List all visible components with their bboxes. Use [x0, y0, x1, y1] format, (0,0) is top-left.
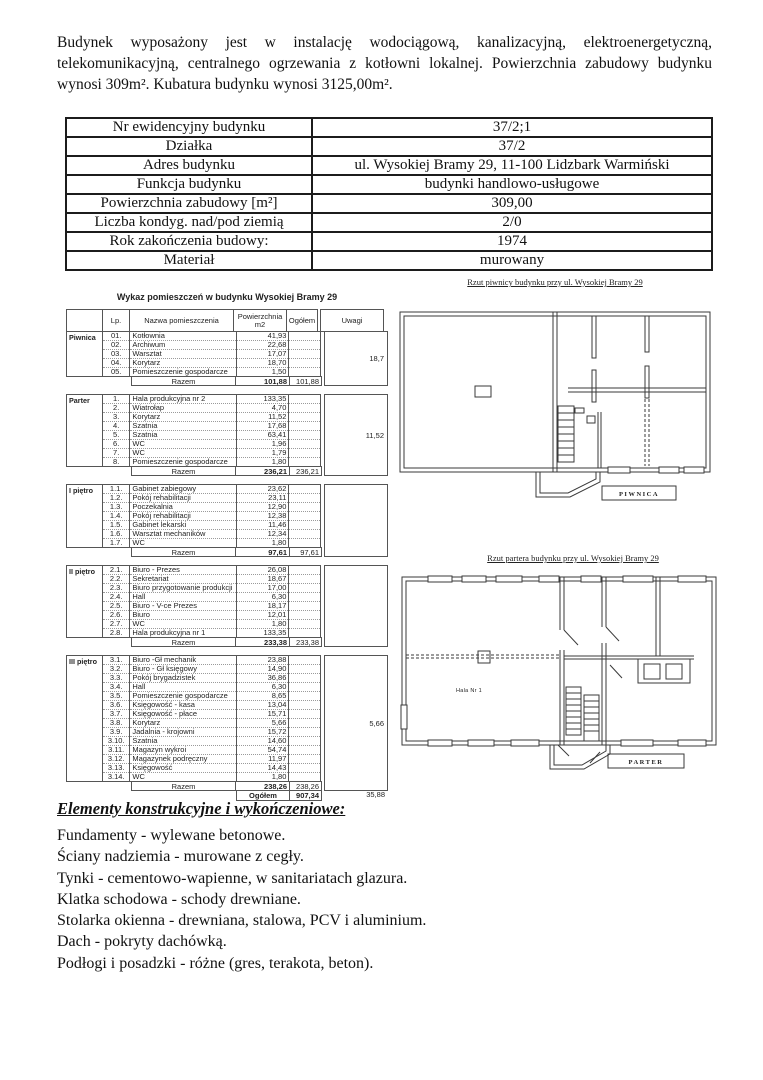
- room-area: 14,43: [236, 764, 289, 773]
- room-lp: 2.1.: [109, 565, 123, 574]
- room-lp: 1.3.: [103, 503, 130, 512]
- room-total-cell: [289, 755, 321, 764]
- room-row: [103, 485, 321, 494]
- floor-subtotal-row: [131, 637, 322, 647]
- room-area: 1,80: [236, 620, 289, 629]
- room-area: 41,93: [236, 332, 289, 341]
- building-info-row: [66, 194, 712, 213]
- room-total-cell: [289, 350, 321, 359]
- room-row: [103, 494, 321, 503]
- room-lp: 6.: [103, 440, 130, 449]
- floor-rooms-table: [102, 484, 321, 548]
- room-row: [103, 530, 321, 539]
- room-area: 5,66: [236, 719, 289, 728]
- subtotal-area: 233,38: [236, 637, 290, 647]
- floor-subtotal-row: [131, 466, 322, 476]
- room-lp: 2.5.: [103, 602, 130, 611]
- room-area: 12,90: [236, 503, 289, 512]
- floor-rooms-table: [102, 655, 321, 782]
- room-name: WC: [130, 449, 236, 458]
- room-area: 15,71: [236, 710, 289, 719]
- room-area: 4,70: [236, 404, 289, 413]
- room-total-cell: [289, 674, 321, 683]
- room-row: [103, 692, 321, 701]
- room-area: 6,30: [236, 593, 289, 602]
- room-lp: 3.7.: [103, 710, 130, 719]
- construction-item: Fundamenty - wylewane betonowe.: [57, 827, 286, 844]
- room-name: Szatnia: [130, 422, 236, 431]
- subtotal-label: Razem: [131, 376, 236, 386]
- ground-floor-plan: [398, 553, 748, 771]
- room-name: WC: [130, 620, 236, 629]
- room-name: Biuro - Prezes: [130, 566, 236, 575]
- room-lp: 8.: [103, 458, 130, 467]
- room-row: [103, 656, 321, 665]
- room-lp: 05.: [103, 368, 130, 377]
- room-area: 63,41: [236, 431, 289, 440]
- building-info-row: [66, 137, 712, 156]
- construction-item: Podłogi i posadzki - różne (gres, terakota, beton).: [57, 954, 374, 972]
- room-row: [103, 521, 321, 530]
- room-lp: 3.10.: [103, 737, 130, 746]
- room-lp: 7.: [103, 449, 130, 458]
- room-total-cell: [289, 764, 321, 773]
- building-info-value: 309,00: [312, 194, 712, 213]
- room-total-cell: [289, 728, 321, 737]
- room-name: Kotłownia: [130, 332, 236, 341]
- room-total-cell: [289, 737, 321, 746]
- ground-stairs: [566, 687, 599, 741]
- room-area: 18,67: [236, 575, 289, 584]
- room-lp: 1.7.: [103, 539, 130, 548]
- room-total-cell: [289, 395, 321, 404]
- building-info-label: Powierzchnia zabudowy [m²]: [66, 194, 312, 213]
- room-name: Sekretariat: [130, 575, 236, 584]
- room-total-cell: [289, 683, 321, 692]
- room-name: Korytarz: [130, 413, 236, 422]
- room-lp: 5.: [103, 431, 130, 440]
- room-area: 133,35: [236, 395, 289, 404]
- room-area: 1,80: [236, 539, 289, 548]
- room-name: Szatnia: [130, 431, 236, 440]
- room-lp: 3.3.: [103, 674, 130, 683]
- room-area: 23,62: [236, 485, 289, 494]
- room-total-cell: [289, 701, 321, 710]
- ground-walls: [402, 577, 716, 745]
- room-area: 23,88: [236, 656, 289, 665]
- room-name: Pokój brygadzistek: [130, 674, 236, 683]
- building-info-label: Działka: [66, 137, 312, 156]
- room-lp: 03.: [103, 350, 130, 359]
- header-floor: [66, 309, 103, 332]
- room-lp: 1.4.: [103, 512, 130, 521]
- building-info-value: ul. Wysokiej Bramy 29, 11-100 Lidzbark Warmiński: [312, 156, 712, 175]
- room-area: 12,34: [236, 530, 289, 539]
- room-row: [103, 611, 321, 620]
- room-name: Magazyn wykroi: [130, 746, 236, 755]
- floor-rooms-table: [102, 331, 321, 377]
- room-area: 1,50: [236, 368, 289, 377]
- room-row: [103, 683, 321, 692]
- room-total-cell: [289, 719, 321, 728]
- room-name: Archiwum: [130, 341, 236, 350]
- ground-entrance: [550, 745, 610, 769]
- room-lp: 3.14.: [103, 773, 130, 782]
- header-lp: Lp.: [102, 309, 130, 332]
- room-total-cell: [289, 413, 321, 422]
- room-area: 17,68: [236, 422, 289, 431]
- room-total-cell: [289, 710, 321, 719]
- room-total-cell: [289, 584, 321, 593]
- room-name: Pomieszczenie gospodarcze: [130, 692, 236, 701]
- building-info-row: [66, 251, 712, 270]
- room-name: Korytarz: [130, 719, 236, 728]
- room-row: [103, 620, 321, 629]
- room-row: [103, 665, 321, 674]
- room-total-cell: [289, 692, 321, 701]
- room-lp: 3.4.: [103, 683, 130, 692]
- room-area: 12,38: [236, 512, 289, 521]
- room-total-cell: [289, 602, 321, 611]
- basement-stairs: [558, 406, 584, 462]
- room-area: 23,11: [236, 494, 289, 503]
- construction-items: [57, 825, 677, 974]
- subtotal-total: 236,21: [290, 466, 322, 476]
- room-name: Wiatrołap: [130, 404, 236, 413]
- ground-label: PARTER: [628, 759, 664, 766]
- room-area: 14,60: [236, 737, 289, 746]
- room-total-cell: [289, 575, 321, 584]
- room-area: 22,68: [236, 341, 289, 350]
- subtotal-label: Razem: [131, 547, 236, 557]
- subtotal-total: 101,88: [290, 376, 322, 386]
- subtotal-total: 233,38: [290, 637, 322, 647]
- building-info-row: [66, 156, 712, 175]
- room-row: [103, 449, 321, 458]
- room-row: [103, 422, 321, 431]
- room-name: Szatnia: [130, 737, 236, 746]
- construction-section: [57, 799, 677, 974]
- rooms-table-title: Wykaz pomieszczeń w budynku Wysokiej Bramy 29: [116, 292, 338, 302]
- hall-room-label: Hala Nr 1: [456, 688, 482, 694]
- room-name: Księgowość - kasa: [130, 701, 236, 710]
- header-total: Ogółem: [286, 309, 318, 332]
- room-name: Hala produkcyjna nr 2: [130, 395, 236, 404]
- grand-total-label: Ogółem: [236, 790, 290, 801]
- building-info-value: 1974: [312, 232, 712, 251]
- room-area: 1,79: [236, 449, 289, 458]
- room-name: Biuro - V-ce Prezes: [130, 602, 236, 611]
- room-lp: 02.: [103, 341, 130, 350]
- room-name: WC: [130, 773, 236, 782]
- header-notes: Uwagi: [320, 309, 384, 332]
- room-name: Pomieszczenie gospodarcze: [130, 368, 236, 377]
- room-name: Pokój rehabilitacji: [130, 494, 236, 503]
- subtotal-total: 238,26: [290, 781, 322, 791]
- room-total-cell: [289, 422, 321, 431]
- room-name: Gabinet lekarski: [130, 521, 236, 530]
- room-row: [103, 701, 321, 710]
- room-area: 36,86: [236, 674, 289, 683]
- room-row: [103, 404, 321, 413]
- room-total-cell: [289, 665, 321, 674]
- room-lp: 3.8.: [103, 719, 130, 728]
- room-lp: 3.: [103, 413, 130, 422]
- grand-total-value: 907,34: [290, 790, 322, 801]
- construction-item: Stolarka okienna - drewniana, stalowa, PCV i aluminium.: [57, 912, 427, 930]
- room-area: 17,07: [236, 350, 289, 359]
- room-lp: 3.9.: [103, 728, 130, 737]
- building-info-value: murowany: [312, 251, 712, 270]
- room-name: Hala produkcyjna nr 1: [130, 629, 236, 638]
- floor-name: III piętro: [66, 655, 103, 782]
- room-area: 1,80: [236, 458, 289, 467]
- room-lp: 1.2.: [103, 494, 130, 503]
- room-lp: 1.6.: [103, 530, 130, 539]
- subtotal-area: 97,61: [236, 547, 290, 557]
- room-lp: 3.12.: [103, 755, 130, 764]
- room-lp: 1.: [113, 394, 120, 403]
- room-lp: 3.11.: [103, 746, 130, 755]
- building-info-label: Liczba kondyg. nad/pod ziemią: [66, 213, 312, 232]
- room-total-cell: [289, 530, 321, 539]
- ground-fixtures: [638, 659, 690, 683]
- room-area: 18,70: [236, 359, 289, 368]
- room-total-cell: [289, 656, 321, 665]
- grand-total-notes: 35,88: [366, 790, 385, 799]
- room-area: 17,00: [236, 584, 289, 593]
- room-lp: 3.6.: [103, 701, 130, 710]
- room-row: [103, 746, 321, 755]
- room-area: 133,35: [236, 629, 289, 638]
- room-area: 15,72: [236, 728, 289, 737]
- room-total-cell: [289, 341, 321, 350]
- room-row: [103, 755, 321, 764]
- room-row: [103, 719, 321, 728]
- building-info-label: Funkcja budynku: [66, 175, 312, 194]
- room-row: [103, 503, 321, 512]
- room-area: 18,17: [236, 602, 289, 611]
- room-total-cell: [289, 512, 321, 521]
- building-info-row: [66, 232, 712, 251]
- room-total-cell: [289, 620, 321, 629]
- basement-label: PIWNICA: [618, 491, 660, 498]
- floor-name: I piętro: [66, 484, 103, 548]
- subtotal-label: Razem: [131, 781, 236, 791]
- floor-rooms-table: [102, 394, 321, 467]
- room-name: Hall: [130, 683, 236, 692]
- floor-notes: 11,52: [324, 394, 388, 476]
- room-total-cell: [289, 521, 321, 530]
- room-row: [103, 593, 321, 602]
- header-room-name: Nazwa pomieszczenia: [129, 309, 234, 332]
- room-lp: 2.7.: [103, 620, 130, 629]
- room-lp: 2.4.: [103, 593, 130, 602]
- room-name: Pomieszczenie gospodarcze: [130, 458, 236, 467]
- room-row: [103, 710, 321, 719]
- floor-rooms-table: [102, 565, 321, 638]
- room-total-cell: [289, 746, 321, 755]
- room-area: 11,46: [236, 521, 289, 530]
- building-info-row: [66, 118, 712, 137]
- subtotal-label: Razem: [131, 637, 236, 647]
- room-total-cell: [289, 332, 321, 341]
- room-lp: 2.8.: [103, 629, 130, 638]
- room-lp: 01.: [110, 331, 122, 340]
- basement-walls: [400, 312, 710, 472]
- room-name: Biuro przygotowanie produkcji: [130, 584, 236, 593]
- room-total-cell: [289, 503, 321, 512]
- room-row: [103, 674, 321, 683]
- ground-plan-title: Rzut partera budynku przy ul. Wysokiej Bramy 29: [487, 553, 659, 563]
- room-row: [103, 413, 321, 422]
- construction-item: Klatka schodowa - schody drewniane.: [57, 890, 301, 908]
- room-row: [103, 512, 321, 521]
- room-row: [103, 584, 321, 593]
- room-lp: 04.: [103, 359, 130, 368]
- room-total-cell: [289, 359, 321, 368]
- room-area: 12,01: [236, 611, 289, 620]
- room-lp: 3.5.: [103, 692, 130, 701]
- room-area: 8,65: [236, 692, 289, 701]
- room-area: 13,04: [236, 701, 289, 710]
- building-info-row: [66, 175, 712, 194]
- room-row: [103, 359, 321, 368]
- room-name: Biuro: [130, 611, 236, 620]
- room-lp: 3.1.: [109, 655, 123, 664]
- room-name: Księgowość - płace: [130, 710, 236, 719]
- floor-name: II piętro: [66, 565, 103, 638]
- room-name: Biuro - Gł księgowy: [130, 665, 236, 674]
- room-area: 1,80: [236, 773, 289, 782]
- room-name: Magazynek podręczny: [130, 755, 236, 764]
- building-info-value: 37/2;1: [312, 118, 712, 137]
- room-row: [103, 350, 321, 359]
- room-row: [103, 566, 321, 575]
- room-lp: 1.5.: [103, 521, 130, 530]
- room-name: Korytarz: [130, 359, 236, 368]
- room-area: 54,74: [236, 746, 289, 755]
- room-area: 1,96: [236, 440, 289, 449]
- room-name: Jadalnia - krojowni: [130, 728, 236, 737]
- building-info-row: [66, 213, 712, 232]
- building-info-label: Materiał: [66, 251, 312, 270]
- room-row: [103, 440, 321, 449]
- building-info-table: [65, 117, 713, 271]
- room-row: [103, 575, 321, 584]
- room-lp: 2.: [103, 404, 130, 413]
- room-name: Biuro -Gł mechanik: [130, 656, 236, 665]
- room-row: [103, 737, 321, 746]
- room-total-cell: [289, 404, 321, 413]
- construction-item: Ściany nadziemia - murowane z cegły.: [57, 848, 304, 866]
- building-info-value: budynki handlowo-usługowe: [312, 175, 712, 194]
- room-total-cell: [289, 566, 321, 575]
- room-row: [103, 764, 321, 773]
- construction-item: Tynki - cementowo-wapienne, w sanitariatach glazura.: [57, 869, 408, 887]
- basement-plan-drawing: [398, 310, 712, 502]
- floor-notes: [324, 565, 388, 647]
- room-area: 6,30: [236, 683, 289, 692]
- room-lp: 2.3.: [103, 584, 130, 593]
- floor-subtotal-row: [131, 376, 322, 386]
- room-name: Gabinet zabiegowy: [130, 485, 236, 494]
- room-name: WC: [130, 440, 236, 449]
- room-area: 14,90: [236, 665, 289, 674]
- room-total-cell: [289, 611, 321, 620]
- room-total-cell: [289, 494, 321, 503]
- floor-subtotal-row: [131, 547, 322, 557]
- floor-name: Parter: [66, 394, 103, 467]
- room-lp: 4.: [103, 422, 130, 431]
- room-total-cell: [289, 449, 321, 458]
- construction-heading: Elementy konstrukcyjne i wykończeniowe:: [57, 799, 346, 818]
- room-row: [103, 341, 321, 350]
- building-info-value: 2/0: [312, 213, 712, 232]
- basement-plan-title: Rzut piwnicy budynku przy ul. Wysokiej Bramy 29: [467, 277, 643, 287]
- room-total-cell: [289, 593, 321, 602]
- room-name: Warsztat mechaników: [130, 530, 236, 539]
- subtotal-total: 97,61: [290, 547, 322, 557]
- room-row: [103, 431, 321, 440]
- room-area: 11,52: [236, 413, 289, 422]
- basement-entrance: [536, 472, 600, 497]
- room-name: Hall: [130, 593, 236, 602]
- floor-name: Piwnica: [66, 331, 103, 377]
- floor-notes: [324, 484, 388, 557]
- basement-floor-plan: [398, 277, 712, 502]
- subtotal-label: Razem: [131, 466, 236, 476]
- ground-plan-drawing: [398, 575, 748, 771]
- room-row: [103, 728, 321, 737]
- room-lp: 3.13.: [103, 764, 130, 773]
- room-name: Warsztat: [130, 350, 236, 359]
- room-lp: 3.2.: [103, 665, 130, 674]
- construction-item: Dach - pokryty dachówką.: [57, 933, 227, 951]
- room-name: Pokój rehabilitacji: [130, 512, 236, 521]
- room-lp: 1.1.: [109, 484, 123, 493]
- header-area: Powierzchnia m2: [233, 309, 287, 332]
- building-info-label: Nr ewidencyjny budynku: [66, 118, 312, 137]
- room-row: [103, 332, 321, 341]
- room-row: [103, 395, 321, 404]
- building-info-label: Rok zakończenia budowy:: [66, 232, 312, 251]
- building-info-label: Adres budynku: [66, 156, 312, 175]
- room-name: Księgowość: [130, 764, 236, 773]
- room-row: [103, 602, 321, 611]
- floor-notes: 5,66: [324, 655, 388, 791]
- room-area: 26,08: [236, 566, 289, 575]
- room-total-cell: [289, 485, 321, 494]
- room-lp: 2.6.: [103, 611, 130, 620]
- floor-notes: 18,7: [324, 331, 388, 386]
- room-name: WC: [130, 539, 236, 548]
- room-name: Poczekalnia: [130, 503, 236, 512]
- subtotal-area: 236,21: [236, 466, 290, 476]
- subtotal-area: 101,88: [236, 376, 290, 386]
- subtotal-area: 238,26: [236, 781, 290, 791]
- room-area: 11,97: [236, 755, 289, 764]
- room-lp: 2.2.: [103, 575, 130, 584]
- room-total-cell: [289, 431, 321, 440]
- building-info-value: 37/2: [312, 137, 712, 156]
- intro-paragraph: Budynek wyposażony jest w instalację wodociągową, kanalizacyjną, elektroenergetyczną, telekomunikacyjną, centralnego ogrzewania z kotłowni lokalnej. Powierzchnia zabudowy budynku wynosi 309m². Kubatura budynku wynosi 3125,00m².: [57, 34, 712, 93]
- room-total-cell: [289, 440, 321, 449]
